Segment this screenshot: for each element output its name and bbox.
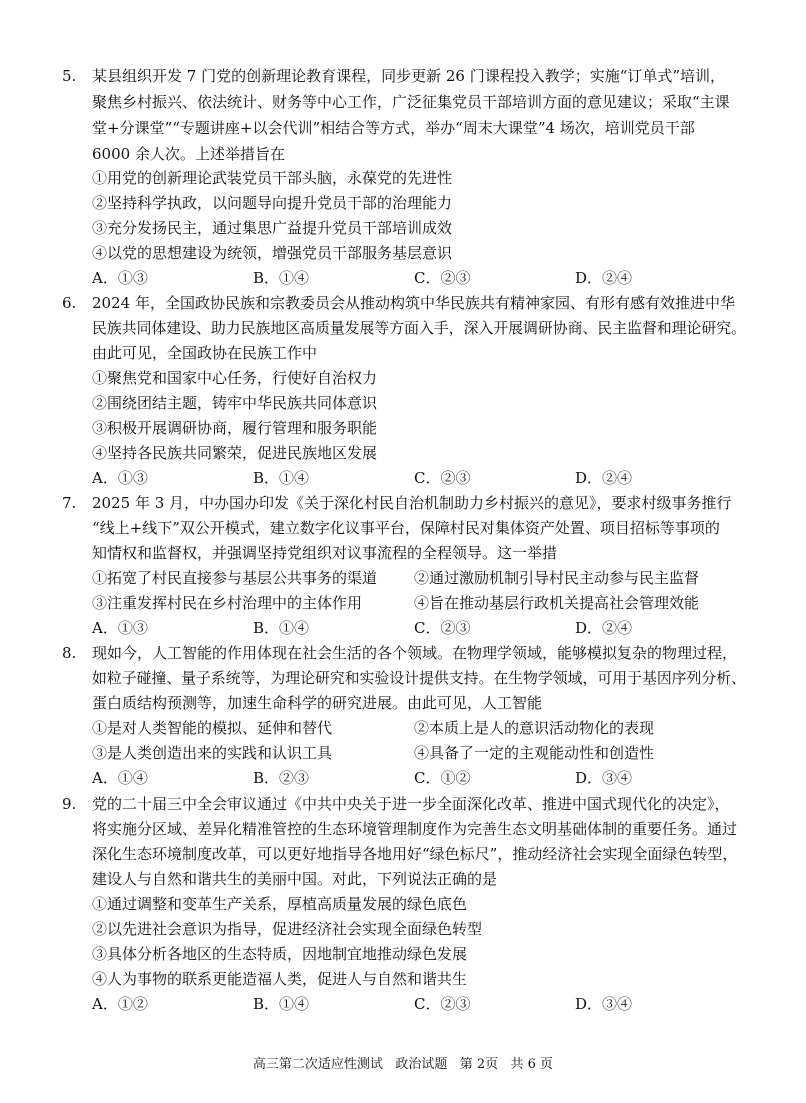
statement: ①用党的创新理论武装党员干部头脑，永葆党的先进性 [92,169,453,187]
question-stem-line: 现如今，人工智能的作用体现在社会生活的各个领域。在物理学领域，能够模拟复杂的物理过程， [92,644,738,662]
statement: ②以先进社会意识为指导，促进经济社会实现全面绿色转型 [92,920,483,938]
option-b: B．①④ [253,269,310,287]
option-c: C．②③ [414,269,471,287]
question-stem-line: 民族共同体建设、助力民族地区高质量发展等方面入手，深入开展调研协商、民主监督和理论研究。 [92,319,747,337]
option-b: B．①④ [253,995,310,1013]
question-stem-line: 蛋白质结构预测等，加速生命科学的研究进展。由此可见，人工智能 [92,694,543,712]
question-stem-line: 聚焦乡村振兴、依法统计、财务等中心工作，广泛征集党员干部培训方面的意见建议；采取“主课 [92,93,730,111]
question-stem-line: 将实施分区域、差异化精准管控的生态环境管理制度作为完善生态文明基础体制的重要任务。通过 [92,820,738,838]
option-c: C．①② [414,769,471,787]
question-number: 6. [62,294,77,312]
question-stem-line: 2025 年 3 月，中办国办印发《关于深化村民自治机制助力乡村振兴的意见》，要求村级事务推行 [92,494,732,512]
page-footer: 高三第二次适应性测试 政治试题 第 2页 共 6 页 [252,1057,554,1072]
option-c: C．②③ [414,619,471,637]
question-stem-line: 堂+分课堂”“专题讲座+以会代训”相结合等方式，举办“周末大课堂”4 场次，培训党员干部 [92,119,695,137]
question-stem-line: 深化生态环境制度改革，可以更好地指导各地用好“绿色标尺”，推动经济社会实现全面绿色转型， [92,845,738,863]
option-b: B．①④ [253,469,310,487]
question-stem-line: 如粒子碰撞、量子系统等，为理论研究和实验设计提供支持。在生物学领域，可用于基因序列分析、 [92,669,747,687]
question-number: 9. [62,795,77,813]
statement: ②围绕团结主题，铸牢中华民族共同体意识 [92,394,378,412]
question-number: 8. [62,644,77,662]
option-c: C．②③ [414,469,471,487]
question-number: 7. [62,494,77,512]
option-b: B．②③ [253,769,310,787]
question-stem-line: 某县组织开发 7 门党的创新理论教育课程，同步更新 26 门课程投入教学；实施“订单式”培训， [92,67,726,85]
option-c: C．②③ [414,995,471,1013]
question-stem-line: 2024 年，全国政协民族和宗教委员会从推动构筑中华民族共有精神家园、有形有感有效推进中华 [92,294,735,312]
option-a: A．①② [92,995,148,1013]
option-a: A．①④ [92,769,148,787]
statement: ④具备了一定的主观能动性和创造性 [414,744,655,762]
option-d: D．③④ [575,769,633,787]
statement: ③充分发扬民主，通过集思广益提升党员干部培训成效 [92,219,453,237]
option-d: D．③④ [575,995,633,1013]
statement: ④坚持各民族共同繁荣，促进民族地区发展 [92,444,378,462]
question-number: 5. [62,67,77,85]
option-b: B．①④ [253,619,310,637]
option-d: D．②④ [575,619,633,637]
question-stem-line: 知情权和监督权，并强调坚持党组织对议事流程的全程领导。这一举措 [92,544,558,562]
question-stem-line: 党的二十届三中全会审议通过《中共中央关于进一步全面深化改革、推进中国式现代化的决定》， [92,795,730,813]
statement: ②本质上是人的意识活动物化的表现 [414,719,655,737]
statement: ③积极开展调研协商，履行管理和服务职能 [92,419,378,437]
statement: ①聚焦党和国家中心任务，行使好自治权力 [92,369,378,387]
option-a: A．①③ [92,469,148,487]
option-a: A．①③ [92,619,148,637]
question-stem-line: 6000 余人次。上述举措旨在 [92,145,285,163]
statement: ②通过激励机制引导村民主动参与民主监督 [414,569,700,587]
option-d: D．②④ [575,269,633,287]
option-a: A．①③ [92,269,148,287]
statement: ①是对人类智能的模拟、延伸和替代 [92,719,333,737]
statement: ④人为事物的联系更能造福人类，促进人与自然和谐共生 [92,970,468,988]
statement: ④以党的思想建设为统领，增强党员干部服务基层意识 [92,244,453,262]
statement: ③具体分析各地区的生态特质，因地制宜地推动绿色发展 [92,945,468,963]
statement: ①通过调整和变革生产关系，厚植高质量发展的绿色底色 [92,895,468,913]
statement: ②坚持科学执政，以问题导向提升党员干部的治理能力 [92,194,453,212]
question-stem-line: 建设人与自然和谐共生的美丽中国。对此，下列说法正确的是 [92,870,498,888]
statement: ①拓宽了村民直接参与基层公共事务的渠道 [92,569,378,587]
question-stem-line: “线上+线下”双公开模式，建立数字化议事平台，保障村民对集体资产处置、项目招标等事项的 [92,519,720,537]
statement: ④旨在推动基层行政机关提高社会管理效能 [414,594,700,612]
statement: ③是人类创造出来的实践和认识工具 [92,744,333,762]
option-d: D．②④ [575,469,633,487]
question-stem-line: 由此可见，全国政协在民族工作中 [92,344,318,362]
statement: ③注重发挥村民在乡村治理中的主体作用 [92,594,363,612]
